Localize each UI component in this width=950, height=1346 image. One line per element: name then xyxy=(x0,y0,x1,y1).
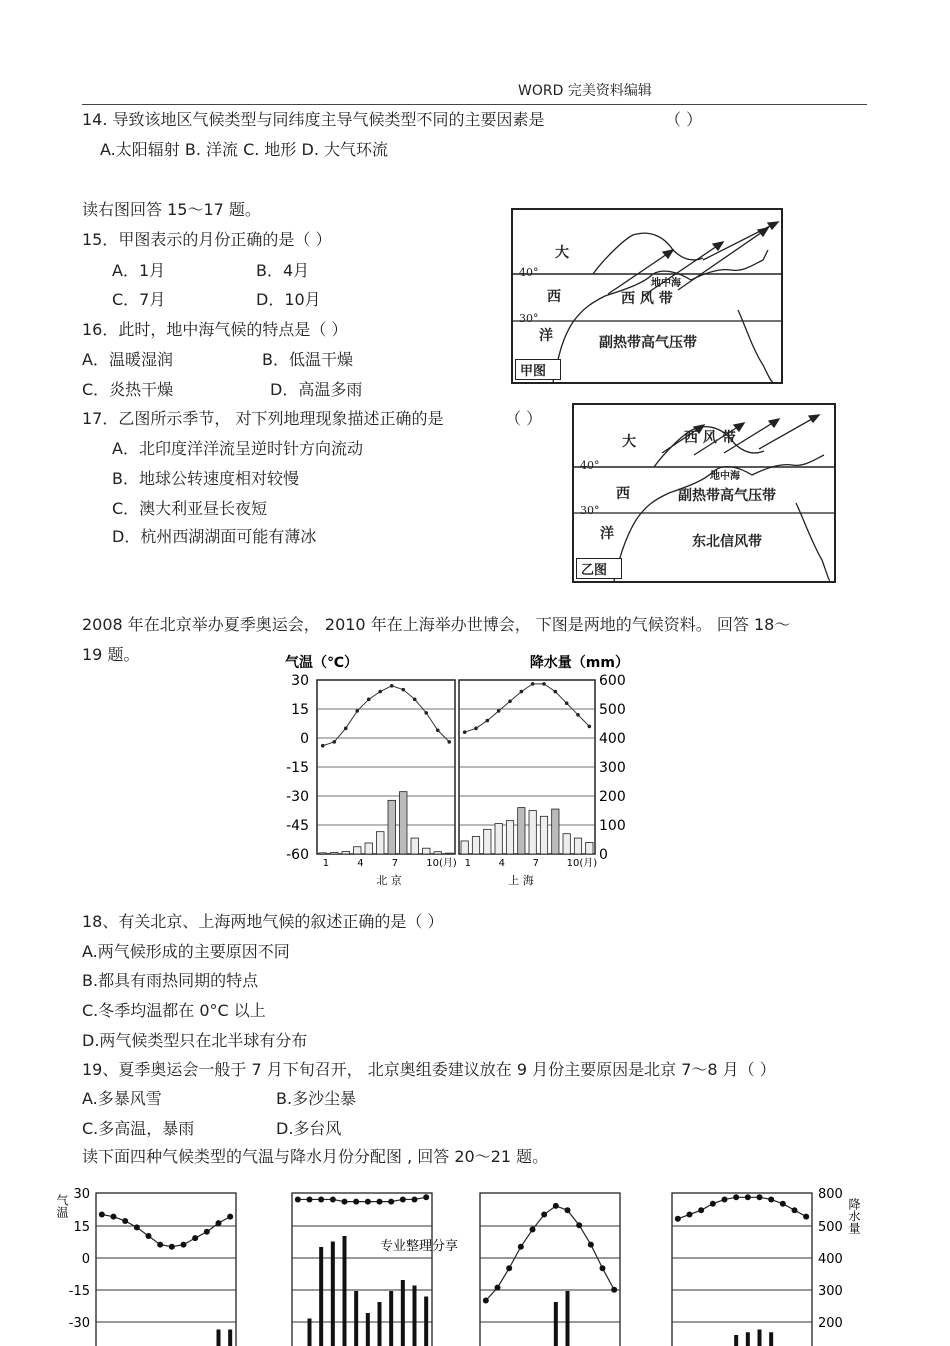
precip-bar-beijing xyxy=(342,851,350,854)
bottom-temp-point xyxy=(295,1196,301,1202)
precip-bar-shanghai xyxy=(495,824,502,854)
bottom-temp-point xyxy=(803,1214,809,1220)
bottom-temp-point xyxy=(111,1214,117,1220)
climate-chart-beijing-shanghai xyxy=(281,650,633,890)
map-jia-lat40: 40° xyxy=(519,266,539,279)
q15-option-b: B．4月 xyxy=(256,261,310,280)
map-yi-label-yang: 洋 xyxy=(600,526,614,542)
precip-bar-shanghai xyxy=(552,809,559,854)
bottom-temp-point xyxy=(400,1196,406,1202)
bottom-temp-axis-title: 气温 xyxy=(55,1194,69,1218)
q14-paren: （ ） xyxy=(665,110,703,129)
map-yi-label-da: 大 xyxy=(622,434,636,450)
map-yi-subtropical-high: 副热带高气压带 xyxy=(678,488,776,504)
month-tick-shanghai: 10(月) xyxy=(566,858,598,869)
map-yi xyxy=(572,403,836,583)
bottom-precip-bar xyxy=(424,1297,428,1346)
temp-point-shanghai xyxy=(463,730,467,734)
bottom-precip-bar xyxy=(343,1236,347,1346)
temp-point-beijing xyxy=(321,744,325,748)
bottom-temp-point xyxy=(377,1199,383,1205)
bottom-temp-line xyxy=(298,1197,426,1201)
precip-tick-label: 300 xyxy=(599,760,626,776)
q18-stem: 18、有关北京、上海两地气候的叙述正确的是（ ） xyxy=(82,912,444,931)
map-jia-westerly: 西 风 带 xyxy=(621,291,673,307)
q17-option-c: C．澳大利亚昼长夜短 xyxy=(112,499,268,518)
bottom-precip-bar xyxy=(319,1247,323,1346)
bottom-precip-bar xyxy=(746,1332,750,1346)
precip-tick-label: 200 xyxy=(599,789,626,805)
temp-point-shanghai xyxy=(474,727,478,731)
map-jia-tag: 甲图 xyxy=(515,359,561,380)
precip-bar-beijing xyxy=(331,853,339,854)
bottom-precip-bar xyxy=(354,1291,358,1346)
map-yi-sea: 地中海 xyxy=(710,471,740,482)
bottom-temp-point xyxy=(169,1244,175,1250)
month-tick-shanghai: 4 xyxy=(498,858,506,869)
q16-option-b: B．低温干燥 xyxy=(262,350,353,369)
bottom-temp-point xyxy=(412,1196,418,1202)
q19-option-d: D.多台风 xyxy=(276,1119,342,1138)
precip-bar-shanghai xyxy=(484,829,491,854)
precip-bar-beijing xyxy=(354,847,362,854)
temp-point-beijing xyxy=(447,740,451,744)
bottom-precip-bar xyxy=(413,1286,417,1346)
q16-stem: 16．此时，地中海气候的特点是（ ） xyxy=(82,320,348,339)
precip-bar-shanghai xyxy=(563,834,570,854)
bottom-temp-point xyxy=(698,1207,704,1213)
city-label-shanghai: 上 海 xyxy=(508,874,534,887)
precip-bar-beijing xyxy=(446,853,454,854)
q18-option-b: B.都具有雨热同期的特点 xyxy=(82,971,259,990)
bottom-precip-tick: 200 xyxy=(818,1316,843,1331)
precip-bar-beijing xyxy=(423,848,431,854)
bottom-temp-point xyxy=(134,1224,140,1230)
bottom-precip-bar xyxy=(769,1332,773,1346)
temp-tick-label: -60 xyxy=(286,847,309,863)
temp-point-beijing xyxy=(355,709,359,713)
bottom-precip-bar xyxy=(389,1291,393,1346)
precip-bar-shanghai xyxy=(574,838,581,854)
bottom-precip-bar xyxy=(366,1313,370,1346)
temp-tick-label: 0 xyxy=(300,731,309,747)
bottom-temp-point xyxy=(768,1196,774,1202)
bottom-temp-point xyxy=(423,1194,429,1200)
temp-point-beijing xyxy=(378,690,382,694)
precip-bar-shanghai xyxy=(518,808,525,854)
bottom-temp-point xyxy=(710,1201,716,1207)
map-jia-lat30: 30° xyxy=(519,312,539,325)
bottom-precip-bar xyxy=(378,1302,382,1346)
bottom-temp-line xyxy=(486,1206,614,1301)
temp-axis-title: 气温（℃） xyxy=(285,655,358,671)
intro-18-19-line1: 2008 年在北京举办夏季奥运会， 2010 年在上海举办世博会， 下图是两地的气候资料。 回答 18～ xyxy=(82,615,791,634)
temp-point-beijing xyxy=(367,698,371,702)
map-yi-westerly: 西 风 带 xyxy=(684,430,736,446)
bottom-temp-point xyxy=(780,1201,786,1207)
bottom-temp-point xyxy=(495,1285,501,1291)
bottom-panel-frame xyxy=(672,1193,812,1346)
bottom-panel-frame xyxy=(292,1193,432,1346)
bottom-temp-point xyxy=(733,1194,739,1200)
temp-line-shanghai xyxy=(465,684,590,732)
temp-point-shanghai xyxy=(588,725,592,729)
q18-option-a: A.两气候形成的主要原因不同 xyxy=(82,942,290,961)
bottom-temp-tick: -15 xyxy=(68,1284,90,1299)
bottom-temp-point xyxy=(722,1196,728,1202)
q18-option-c: C.冬季均温都在 0°C 以上 xyxy=(82,1001,266,1020)
q16-option-c: C．炎热干燥 xyxy=(82,380,174,399)
temp-tick-label: -15 xyxy=(286,760,309,776)
map-jia xyxy=(511,208,783,384)
bottom-temp-point xyxy=(600,1265,606,1271)
bottom-temp-point xyxy=(307,1196,313,1202)
precip-bar-shanghai xyxy=(472,837,479,854)
four-climate-chart xyxy=(48,1180,866,1346)
precip-bar-beijing xyxy=(411,838,419,854)
q15-stem: 15．甲图表示的月份正确的是（ ） xyxy=(82,230,332,249)
temp-point-shanghai xyxy=(486,719,490,723)
map-jia-label-da: 大 xyxy=(555,245,569,261)
q17-option-a: A．北印度洋洋流呈逆时针方向流动 xyxy=(112,439,363,458)
q19-option-a: A.多暴风雪 xyxy=(82,1089,162,1108)
bottom-temp-point xyxy=(541,1212,547,1218)
bottom-precip-tick: 300 xyxy=(818,1284,843,1299)
bottom-precip-tick: 400 xyxy=(818,1252,843,1267)
header-title: WORD 完美资料编辑 xyxy=(518,83,652,99)
q17-stem: 17．乙图所示季节， 对下列地理现象描述正确的是 xyxy=(82,409,444,428)
bottom-temp-tick: 30 xyxy=(73,1187,90,1202)
map-jia-subtropical-high: 副热带高气压带 xyxy=(599,335,697,351)
month-tick-shanghai: 7 xyxy=(532,858,540,869)
bottom-temp-point xyxy=(388,1199,394,1205)
precip-bar-shanghai xyxy=(540,816,547,854)
temp-tick-label: 15 xyxy=(291,702,309,718)
q14-stem: 14. 导致该地区气候类型与同纬度主导气候类型不同的主要因素是 xyxy=(82,110,545,129)
bottom-temp-line xyxy=(678,1197,806,1219)
bottom-temp-tick: 15 xyxy=(73,1220,90,1235)
map-jia-label-xi: 西 xyxy=(547,289,561,305)
city-label-beijing: 北 京 xyxy=(376,874,402,887)
bottom-precip-bar xyxy=(758,1330,762,1346)
bottom-temp-point xyxy=(204,1229,210,1235)
bottom-precip-tick: 800 xyxy=(818,1187,843,1202)
q17-option-b: B．地球公转速度相对较慢 xyxy=(112,469,299,488)
temp-point-beijing xyxy=(436,728,440,732)
watermark: 专业整理分享 xyxy=(380,1239,459,1254)
map-yi-label-xi: 西 xyxy=(616,486,630,502)
precip-bar-shanghai xyxy=(529,811,536,855)
bottom-precip-bar xyxy=(734,1335,738,1346)
bottom-precip-bar xyxy=(401,1280,405,1346)
q15-option-c: C．7月 xyxy=(112,290,166,309)
bottom-precip-bar xyxy=(566,1291,570,1346)
temp-point-shanghai xyxy=(565,701,569,705)
temp-point-beijing xyxy=(344,727,348,731)
temp-point-shanghai xyxy=(497,709,501,713)
map-yi-lat30: 30° xyxy=(580,504,600,517)
month-tick-beijing: 7 xyxy=(391,858,399,869)
map-yi-trade-wind: 东北信风带 xyxy=(692,534,762,550)
bottom-temp-point xyxy=(342,1199,348,1205)
temp-line-beijing xyxy=(323,686,450,746)
bottom-temp-point xyxy=(353,1199,359,1205)
bottom-temp-point xyxy=(146,1233,152,1239)
bottom-precip-bar xyxy=(217,1330,221,1346)
bottom-temp-point xyxy=(687,1212,693,1218)
bottom-temp-point xyxy=(518,1244,524,1250)
bottom-temp-point xyxy=(365,1199,371,1205)
bottom-temp-point xyxy=(792,1207,798,1213)
bottom-temp-point xyxy=(530,1227,536,1233)
month-tick-beijing: 1 xyxy=(322,858,330,869)
bottom-temp-point xyxy=(745,1194,751,1200)
q15-option-a: A．1月 xyxy=(112,261,166,280)
map-yi-tag: 乙图 xyxy=(576,558,622,579)
bottom-temp-point xyxy=(588,1242,594,1248)
month-tick-beijing: 4 xyxy=(357,858,364,869)
intro-15-17: 读右图回答 15～17 题。 xyxy=(82,200,261,219)
bottom-temp-tick: -30 xyxy=(68,1316,90,1331)
bottom-temp-point xyxy=(227,1214,233,1220)
temp-point-shanghai xyxy=(520,690,524,694)
bottom-temp-point xyxy=(675,1216,681,1222)
map-jia-label-yang: 洋 xyxy=(539,328,553,344)
precip-tick-label: 600 xyxy=(599,673,626,689)
temp-tick-label: -30 xyxy=(286,789,309,805)
temp-point-beijing xyxy=(424,711,428,715)
q16-option-d: D．高温多雨 xyxy=(270,380,363,399)
temp-point-beijing xyxy=(401,688,405,692)
bottom-precip-bar xyxy=(228,1330,232,1346)
bottom-temp-point xyxy=(157,1242,163,1248)
precip-axis-title: 降水量（mm） xyxy=(529,655,629,671)
month-tick-beijing: 10(月) xyxy=(426,858,457,869)
precip-bar-beijing xyxy=(377,832,385,854)
bottom-panel-frame xyxy=(96,1193,236,1346)
bottom-temp-point xyxy=(192,1235,198,1241)
bottom-temp-point xyxy=(483,1298,489,1304)
bottom-temp-point xyxy=(181,1242,187,1248)
q14-options: A.太阳辐射 B. 洋流 C. 地形 D. 大气环流 xyxy=(100,140,388,159)
intro-18-19-line2: 19 题。 xyxy=(82,645,140,664)
bottom-precip-bar xyxy=(554,1302,558,1346)
precip-tick-label: 500 xyxy=(599,702,626,718)
precip-bar-beijing xyxy=(400,792,408,854)
bottom-temp-point xyxy=(330,1196,336,1202)
temp-tick-label: 30 xyxy=(291,673,309,689)
temp-point-shanghai xyxy=(508,699,512,703)
bottom-temp-point xyxy=(565,1207,571,1213)
bottom-panel-frame xyxy=(480,1193,620,1346)
precip-tick-label: 0 xyxy=(599,847,608,863)
temp-point-shanghai xyxy=(576,713,580,717)
precip-bar-beijing xyxy=(388,800,396,854)
precip-bar-shanghai xyxy=(586,842,593,854)
bottom-temp-point xyxy=(611,1287,617,1293)
temp-point-shanghai xyxy=(554,690,558,694)
map-yi-lat40: 40° xyxy=(580,459,600,472)
q19-option-b: B.多沙尘暴 xyxy=(276,1089,357,1108)
temp-point-beijing xyxy=(413,698,417,702)
month-tick-shanghai: 1 xyxy=(464,858,472,869)
temp-tick-label: -45 xyxy=(286,818,309,834)
bottom-precip-tick: 500 xyxy=(818,1220,843,1235)
map-jia-sea: 地中海 xyxy=(651,278,681,289)
bottom-precip-axis-title: 降水量 xyxy=(847,1198,861,1234)
bottom-temp-point xyxy=(122,1218,128,1224)
q19-stem: 19、夏季奥运会一般于 7 月下旬召开， 北京奥组委建议放在 9 月份主要原因是北京 7～8 月（ ） xyxy=(82,1060,776,1079)
precip-bar-beijing xyxy=(434,852,442,854)
q15-option-d: D．10月 xyxy=(256,290,321,309)
bottom-temp-point xyxy=(757,1194,763,1200)
bottom-precip-bar xyxy=(331,1242,335,1346)
bottom-temp-point xyxy=(576,1222,582,1228)
q17-option-d: D．杭州西湖湖面可能有薄冰 xyxy=(112,527,317,546)
q19-option-c: C.多高温，暴雨 xyxy=(82,1119,195,1138)
q18-option-d: D.两气候类型只在北半球有分布 xyxy=(82,1031,308,1050)
bottom-temp-point xyxy=(216,1220,222,1226)
q17-paren: （ ） xyxy=(505,409,543,428)
bottom-temp-point xyxy=(318,1196,324,1202)
header-rule xyxy=(82,104,867,105)
bottom-temp-tick: 0 xyxy=(81,1252,90,1267)
bottom-temp-line xyxy=(102,1215,230,1247)
temp-point-shanghai xyxy=(531,682,535,686)
precip-bar-shanghai xyxy=(461,841,468,854)
bottom-temp-point xyxy=(506,1265,512,1271)
temp-point-beijing xyxy=(332,740,336,744)
precip-bar-beijing xyxy=(365,843,373,854)
precip-tick-label: 400 xyxy=(599,731,626,747)
temp-point-beijing xyxy=(390,684,394,688)
temp-point-shanghai xyxy=(542,682,546,686)
precip-tick-label: 100 xyxy=(599,818,626,834)
bottom-temp-point xyxy=(99,1212,105,1218)
precip-bar-beijing xyxy=(319,853,327,854)
q16-option-a: A．温暖湿润 xyxy=(82,350,173,369)
bottom-temp-point xyxy=(553,1203,559,1209)
precip-bar-shanghai xyxy=(506,821,513,854)
bottom-precip-bar xyxy=(308,1319,312,1346)
intro-20-21: 读下面四种气候类型的气温与降水月份分配图 , 回答 20～21 题。 xyxy=(82,1147,549,1166)
